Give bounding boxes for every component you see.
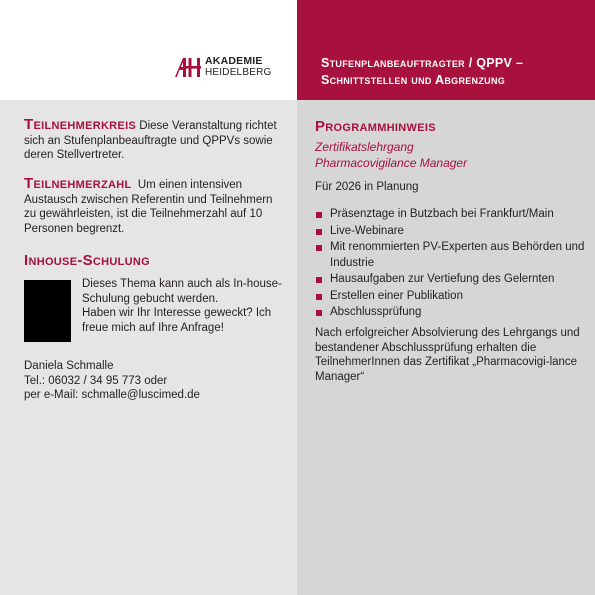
course-title [321,55,523,89]
right-column [297,100,595,595]
certificate-subtitle-line1: Zertifikatslehrgang [315,140,414,154]
inhouse-photo [24,280,71,342]
logo-line-heidelberg: HEIDELBERG [205,66,272,78]
akademie-heidelberg-logo [173,56,271,78]
logo-wordmark [205,56,271,78]
logo-area [0,0,297,100]
list-item: Mit renommierten PV-Experten aus Behörden und Industrie [315,240,585,271]
inhouse-text-interest: Haben wir Ihr Interesse geweckt? Ich freue mich auf Ihre Anfrage! [82,307,272,334]
list-item: Präsenztage in Butzbach bei Frankfurt/Main [315,207,585,223]
contact-name: Daniela Schmalle [24,360,114,372]
contact-phone: Tel.: 06032 / 34 95 773 oder [24,374,168,387]
logo-line-akademie: AKADEMIE [205,55,263,68]
left-column [0,100,297,595]
certificate-outro: Nach erfolgreicher Absolvierung des Lehrgangs und bestandener Abschlussprüfung erhalten die TeilnehmerInnen das Zertifikat „Pharmacovigi-lance Manager“ [315,327,580,383]
teilnehmerzahl-section [24,177,286,236]
inhouse-heading: Inhouse-Schulung [24,252,151,269]
header-band [297,0,595,100]
contact-email[interactable]: per e-Mail: schmalle@luscimed.de [24,389,200,401]
teilnehmerzahl-text: Um einen intensiven Austausch zwischen Referentin und Teilnehmern zu gewährleisten, ist die Teilnehmerzahl auf 10 Personen begrenzt. [24,179,273,235]
teilnehmerkreis-heading: Teilnehmerkreis [24,116,137,133]
list-item: Erstellen einer Publikation [315,289,585,305]
inhouse-text [82,277,287,335]
teilnehmerkreis-text: Diese Veranstaltung richtet sich an Stufenplanbeauftragte und QPPVs sowie deren Stellvertreter. [24,120,277,161]
contact-block [24,359,274,403]
certificate-subtitle-line2: Pharmacovigilance Manager [315,155,468,170]
course-title-line1: Stufenplanbeauftragter / QPPV – [321,56,524,70]
planning-note: Für 2026 in Planung [315,181,419,193]
ah-monogram-icon [173,56,203,78]
programmhinweis-heading: Programmhinweis [315,118,436,135]
teilnehmerzahl-heading: Teilnehmerzahl [24,175,132,192]
program-bullet-list [315,207,585,322]
certificate-subtitle [315,140,575,171]
course-title-line2: Schnittstellen und Abgrenzung [321,73,506,87]
list-item: Live-Webinare [315,224,585,240]
inhouse-text-booking: Dieses Thema kann auch als In-house-Schulung gebucht werden. [82,278,282,305]
teilnehmerkreis-section [24,118,286,163]
list-item: Abschlussprüfung [315,305,585,321]
list-item: Hausaufgaben zur Vertiefung des Gelernten [315,272,585,288]
